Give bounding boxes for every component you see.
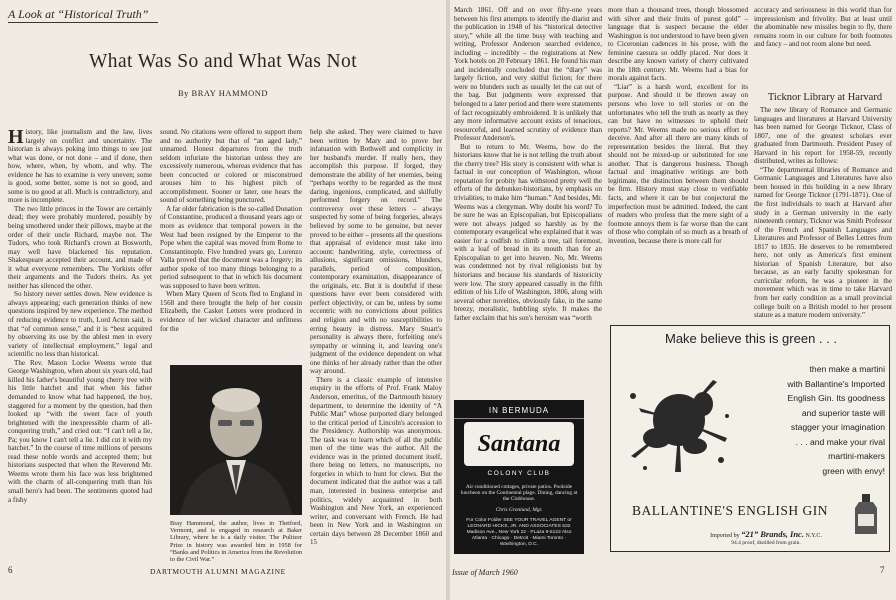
copy-line: English Gin. Its goodness <box>787 393 885 403</box>
paragraph: There is a classic example of intensive enquiry in the efforts of Prof. Frank Maloy Anderson, emeritus, of the Dartmouth history department, to determine the identity of “A Public Man” whose purported diary belonged to the critical period of Lincoln's accession to the Presidency. Authorship was anonymous. The task was to learn which of all the public men of the time was the author. All the evidence was in the printed document itself, there being no letters, no manuscripts, no forgeries in which to hunt for clews. But the document indicated that the author was a tall man, interested in business enterprise and politics, widely acquainted in both Washington and New York, an experienced writer, and conversant with French. He had been in New York and in Washington on certain days between 28 December 1860 and 15 <box>310 375 442 547</box>
ballantine-brand: BALLANTINE'S ENGLISH GIN <box>632 503 828 518</box>
ink-splash-icon <box>617 368 737 478</box>
paragraph: “The departmental libraries of Romance and Germanic Languages and Literatures have also been housed in this building in a new library named for George Ticknor (1791-1871). One of the first individuals to teach at Harvard after study in a German university in the early nineteenth century, Ticknor was Smith Professor of the French and Spanish Languages and Literatures and Professor of Belles Lettres from 1817 to 1835. He deserves to be remembered here, not only as America's first eminent historian of Spanish Literature, but also because, as an early faculty spokesman for curricular reform, he was a pioneer in the movement which was in time to take Harvard from her early condition as a small provincial college built on a British model to her present stature as a mature modern university.” <box>754 165 892 320</box>
divider <box>454 418 584 419</box>
author-portrait <box>170 365 302 515</box>
ballantine-headline: Make believe this is green . . . <box>665 331 837 346</box>
paragraph: So history never settles down. New evidence is always appearing; each generation thinks of new questions inspired by new experience. The method of reducing evidence to truth, Lord Acton said, is that “of common sense,” and it is “best acquired by observing its use by the ablest men in every variety of intellectual employment,” legal and scientific no less than historical. <box>8 290 152 359</box>
paragraph: more than a thousand trees, though blossomed with silver and their fruits of purest gold” – language that is suspect because the elder Washington is not understood to have been given to Ciceronian cadences in his prose, with the feminine caesura so oddly placed. Nor does it describe any known variety of cherry cultivated in the 18th century. Mr. Weems had a bias for morals against facts. <box>608 6 748 83</box>
paragraph: help she asked. They were claimed to have been written by Mary and to prove her infatuation with Bothwell and complicity in her husband's murder. If really hers, they accomplish this purpose. If forged, they demonstrate the ability of her enemies, being “perhaps worthy to be regarded as the most daring, ingenious, complicated, and skilfully performed forgery on record.” The controversy over these letters – always suspected by some of being forgeries, always believed by some to be genuine, but never proved to be either – presents all the questions that appraisal of evidence must take into account: handwriting, style, correctness of allusions, significant omissions, blunders, parallels, period of composition, contemporary examination, disappearance of the originals, etc. But it is doubtful if these questions have ever been considered with perfect objectivity, or can be, unless by some eccentric with no convictions about politics and religion and with no susceptibilities to erring beauty in distress. Mary Stuart's personality is always there, forfeiting one's sympathy or winning it, and leaving one's judgment of the evidence dependent on what one thinks of her already rather than the other way around. <box>310 128 442 376</box>
author-portrait-image <box>170 365 302 515</box>
issue-line: Issue of March 1960 <box>452 568 518 577</box>
paragraph: The new library of Romance and Germanic languages and literatures at Harvard University has been named for George Ticknor, Class of 1807, one of the greatest scholars ever graduated from Dartmouth. President Pusey of Harvard in his report for 1958-59, recently distributed, writes as follows: <box>754 106 892 166</box>
paragraph: History, like journalism and the law, lives largely on conflict and uncertainty. The historian is always poking into things to see just what was done, or not done – and if done, then how, where, when, by whom, and why. The evidence he has to examine is very uneven; some is good, some better, some is not so good, and some is no good at all. Much is contradictory, and more is incomplete. <box>8 128 152 205</box>
kicker-rule <box>8 22 158 23</box>
right-page <box>450 0 896 600</box>
article-column-6 <box>754 6 892 86</box>
copy-line: then make a martini <box>809 364 885 374</box>
paragraph: When Mary Queen of Scots fled to England in 1568 and there brought the help of her cousin Elizabeth, the Casket Letters were produced in evidence of her wicked character and unfitness for the <box>160 290 302 333</box>
importer-city: N.Y.C. <box>805 533 822 539</box>
ballantine-copy <box>741 362 885 478</box>
paragraph: A far older fabrication is the so-called Donation of Constantine, produced a thousand years ago or more as evidence that temporal powers in the West had been resigned by the Emperor to the Pope when the capital was moved from Rome to Constantinople. Five hundred years go, Lorenzo Valla proved that the document was a forgery; its author spoke of too many things belonging to a period subsequent to that in which his document was supposed to have been written. <box>160 204 302 290</box>
copy-line: stagger your imagination <box>790 422 885 432</box>
copy-line: green with envy! <box>822 465 885 476</box>
paragraph: accuracy and seriousness in this world than for impressionism and frivolity. But at least until the abominable new missiles begin to fly, there remains room in our culture for both footnotes and fancy – and not room alone but need. <box>754 6 892 49</box>
article-column-3 <box>310 128 442 558</box>
santana-body: Air conditioned cottages, private patios. Poolside luncheon on the Continental plage. Dining, dancing at the Clubhouse. <box>460 484 578 503</box>
santana-sub: COLONY CLUB <box>487 470 551 477</box>
copy-line: and superior taste will <box>801 407 885 418</box>
paragraph: The Rev. Mason Locke Weems wrote that George Washington, when about six years old, had killed his father's beautiful young cherry tree with his little hatchet and that when his father demanded to know what had happened, the boy, staggered for a moment by the question, had then looked up “with the sweet face of youth brightened with the inexpressible charm of all-conquering truth,” and cried out: “I can't tell a lie, Pa; you know I can't tell a lie. I did cut it with my hatchet.” In the course of time millions of persons read these noble words and accepted them; but historians suspected that when the Reverend Mr. Weems wrote them his face was less brightened with the charm of all-conquering truth than his small hero's had been. The sentiments quoted had a fishy <box>8 358 152 504</box>
drop-cap: H <box>8 128 24 148</box>
left-page <box>0 0 446 600</box>
copy-line: with Ballantine's Imported <box>787 378 885 389</box>
page-number: 6 <box>8 565 13 575</box>
running-footer: DARTMOUTH ALUMNI MAGAZINE <box>150 567 286 576</box>
paragraph: sound. No citations were offered to support them and no authority but that of “an aged lady,” unnamed. Honest departures from the truth seldom infuriate the historian unless they are excessively numerous, whereas evidence that has been concocted or colored or misconstrued arouses him to his highest pitch of accomplishment. Sooner or later, one hears the sound of something being punctured. <box>160 128 302 205</box>
importer-name: “21” Brands, Inc. <box>741 529 804 539</box>
copy-line: martini-makers <box>828 451 885 461</box>
proof-line: 94.4 proof, distilled from grain. <box>731 540 801 546</box>
copy-line: . . . and make your rival <box>795 436 885 447</box>
importer-line <box>681 529 851 539</box>
santana-ad-top: IN BERMUDA <box>488 406 550 415</box>
article-column-2 <box>160 128 302 358</box>
article-title: What Was So and What Was Not <box>88 51 358 72</box>
section-kicker: A Look at “Historical Truth” <box>8 7 149 21</box>
santana-logo: Santana <box>464 422 574 466</box>
santana-contact: For Color Folder SEE YOUR TRAVEL AGENT or LEONARD HICKS, JR. AND ASSOCIATES 532 Madison Ave., New York 22 · PLaza 9-5122 Also Atlanta · Chicago · Detroit · Miami Toronto · Washington, D.C. <box>466 518 572 547</box>
article-column-4 <box>454 6 602 396</box>
byline: By BRAY HAMMOND <box>178 88 268 98</box>
paragraph: “Liar” is a harsh word, excellent for its purpose. And should it be thrown away on persons who love to tell stories or on the unfortunates who tell the truth as nearly as they can but have no witnesses to uphold their reports? Mr. Weems made no serious effort to deceive. And after all there are many kinds of representation besides the literal. But they should not be mixed-up or substituted for one another. That is dangerous business. Though factual and imaginative writings are both legitimate, the distinction between them should be firm. History must stay close to verifiable facts, and where it can be but conjectural the imperfection must be admitted. Indeed, the cant of readers who profess that the mere sight of a footnote annoys them is far worse than the cant of those who complain of so much as a breath of invention, because there is more call for <box>608 82 748 245</box>
importer-prefix: Imported by <box>710 533 740 539</box>
paragraph: But to return to Mr. Weems, how do the historians know that he is not telling the truth about the cherry tree? His story is consistent with what is factual in our conception of Washington, whose reputation for probity has withstood pretty well the efforts of the debunker-historians, by emphasis on trivialities, to make him “human.” And besides, Mr. Weems was a clergyman. Why doubt his word? To be sure he was an Episcopalian, but Episcopalians were not always judged so harshly as by the contemporary evangelical who explained that it was easier for a codfish to climb a tree, tail foremost, with a loaf of bread in its mouth than for an Episcopalian to get into heaven. No, Mr. Weems was condemned not by rival religionists but by historians and because his standards of historicity were low. The story appeared casually in the fifth edition of his Life of Washington, 1806, along with several other novelties, obviously fake, in the same breezy, moralistic, bubbling style. It makes the father exclaim that his son's heroism was “worth <box>454 142 602 322</box>
santana-ad[interactable] <box>454 400 584 554</box>
portrait-caption: Bray Hammond, the author, lives in Thetford, Vermont, and is engaged in research at Baker Library, where he is a daily visitor. The Pulitzer Prize in history was awarded him in 1958 for “Banks and Politics in America from the Revolution to the Civil War.” <box>170 520 302 564</box>
paragraph: The two little princes in the Tower are certainly dead; they were probably murdered, possibly by being smothered under their pillows, maybe at the order of their uncle Richard, maybe not. The Tudors, who took Richard's crown at Bosworth, may well have blackened his reputation. Shakespeare accepted their account, and made of it what everyone remembers. The Yorkists offer their arguments and the Tudors theirs. As yet neither has silenced the other. <box>8 204 152 290</box>
ticknor-column <box>754 106 892 321</box>
ticknor-heading: Ticknor Library at Harvard <box>767 92 883 103</box>
paragraph: March 1861. Off and on over fifty-one years between his first attempts to identify the diarist and the publication in 1948 of his “historical detective story,” while all the time busy with teaching and writing, Professor Anderson searched evidence, including – incredibly – the registrations at New York hotels on 20 February 1861. He found his man and incidentally concluded that the “diary” was largely fiction, and very skilful fiction; for there were no blunders such as usually let the cat out of the bag. But judgments were expressed that belonged to a later period and there were statements of fact recognizably embroidered. It is unlikely that any more informative account exists of tenacious, resourceful, and learned scrutiny of evidence than Professor Anderson's. <box>454 6 602 143</box>
article-column-1 <box>8 128 152 558</box>
article-column-5 <box>608 6 748 326</box>
ballantine-ad[interactable] <box>610 325 890 552</box>
gin-bottle-icon <box>851 494 881 534</box>
santana-manager: Chris Gronlund, Mgr. <box>495 507 543 513</box>
page-number: 7 <box>880 565 885 575</box>
